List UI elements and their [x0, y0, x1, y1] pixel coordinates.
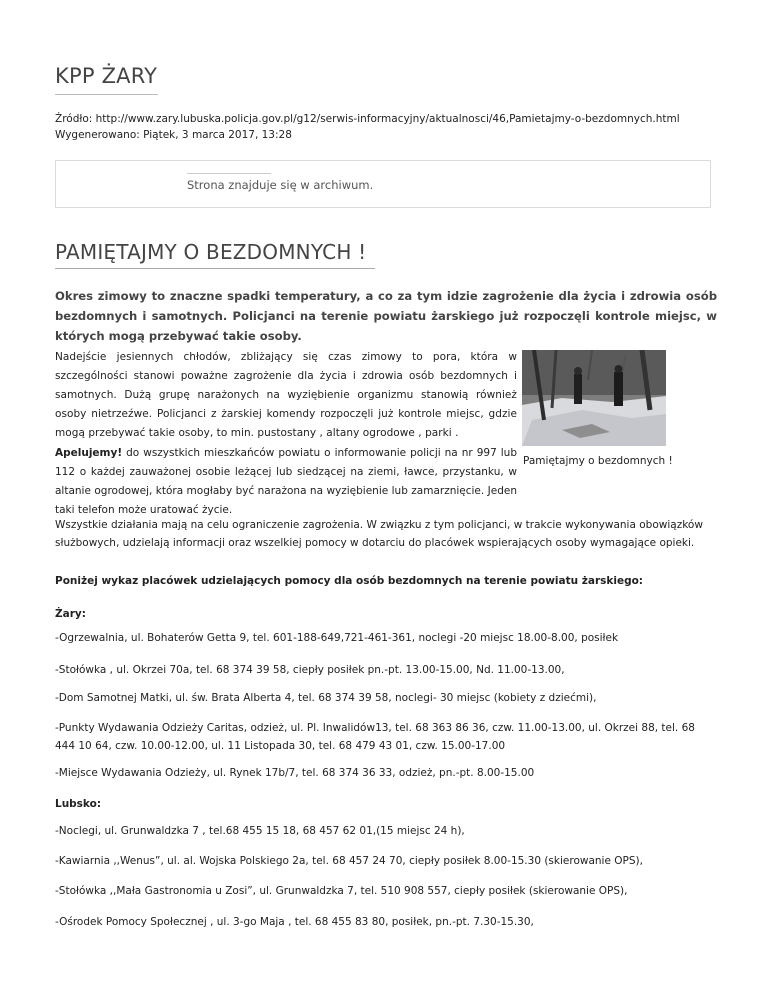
list-item: -Noclegi, ul. Grunwaldzka 7 , tel.68 455 15 18, 68 457 62 01,(15 miejsc 24 h), [55, 825, 465, 837]
article-paragraph-1: Nadejście jesiennych chłodów, zbliżający się czas zimowy to pora, która w szczególności stanowi poważne zagrożenie dla życia i zdrowia osób bezdomnych i samotnych. Dużą grupę narażonych na wyziębienie organizmu stanowią również osoby nietrzeźwe. Policjanci z żarskiej komendy rozpoczęli już kontrole miejsc, gdzie mogą przebywać takie osoby, to min. pustostany , altany ogrodowe , parki . [55, 351, 517, 439]
article-title: PAMIĘTAJMY O BEZDOMNYCH ! [55, 240, 367, 264]
archive-notice: Strona znajduje się w archiwum. [187, 178, 374, 192]
article-lead: Okres zimowy to znaczne spadki temperatury, a co za tym idzie zagrożenie dla życia i zdrowia osób bezdomnych i samotnych. Policjanci na terenie powiatu żarskiego już rozpoczęli kontrole miejsc, w których mogą przebywać takie osoby. [55, 289, 717, 343]
site-title: KPP ŻARY [55, 64, 158, 88]
article-paragraph-3: Wszystkie działania mają na celu ograniczenie zagrożenia. W związku z tym policjanci, w trakcie wykonywania obowiązków służbowych, udzielają informacji oraz wszelkiej pomocy w dotarciu do placówek wspierających osoby wymagające opieki. [55, 519, 703, 549]
list-item: -Ośrodek Pomocy Społecznej , ul. 3-go Maja , tel. 68 455 83 80, posiłek, pn.-pt. 7.30-15.30, [55, 916, 534, 928]
article-photo[interactable] [522, 350, 666, 446]
list-item: -Miejsce Wydawania Odzieży, ul. Rynek 17b/7, tel. 68 374 36 33, odzież, pn.-pt. 8.00-15.00 [55, 767, 535, 779]
section-heading-zary: Żary: [55, 608, 86, 620]
photo-caption: Pamiętajmy o bezdomnych ! [523, 455, 673, 467]
list-item: -Kawiarnia ,,Wenus”, ul. al. Wojska Polskiego 2a, tel. 68 457 24 70, ciepły posiłek 8.00-15.30 (skierowanie OPS), [55, 855, 643, 867]
section-heading-lubsko: Lubsko: [55, 798, 102, 810]
list-item: -Punkty Wydawania Odzieży Caritas, odzież, ul. Pl. Inwalidów13, tel. 68 363 86 36, czw. 11.00-13.00, ul. Okrzei 88, tel. 68 444 10 64, czw. 10.00-12.00, ul. 11 Listopada 30, tel. 68 479 43 01, czw. 15.00-17.00 [55, 722, 695, 752]
appeal-text: do wszystkich mieszkańców powiatu o informowanie policji na nr 997 lub 112 o każdej zauważonej osobie leżącej lub siedzącej na ziemi, ławce, przystanku, w altanie ogrodowej, która mogłaby być narażona na wyziębienie lub zamarznięcie. Jeden taki telefon może uratować życie. [55, 447, 517, 516]
document-meta [55, 111, 680, 143]
archive-notice-box [55, 160, 711, 208]
generated-line: Wygenerowano: Piątek, 3 marca 2017, 13:28 [55, 129, 292, 141]
article-paragraph-2 [55, 444, 517, 520]
appeal-label: Apelujemy! [55, 447, 123, 459]
photo-illustration [522, 350, 666, 446]
source-line: Źródło: http://www.zary.lubuska.policja.gov.pl/g12/serwis-informacyjny/aktualnosci/46,Pamietajmy-o-bezdomnych.html [55, 113, 680, 125]
list-item: -Stołówka , ul. Okrzei 70a, tel. 68 374 39 58, ciepły posiłek pn.-pt. 13.00-15.00, Nd. 11.00-13.00, [55, 664, 565, 676]
list-item: -Ogrzewalnia, ul. Bohaterów Getta 9, tel. 601-188-649,721-461-361, noclegi -20 miejsc 18.00-8.00, posiłek [55, 632, 619, 644]
list-item: -Dom Samotnej Matki, ul. św. Brata Alberta 4, tel. 68 374 39 58, noclegi- 30 miejsc (kobiety z dziećmi), [55, 692, 597, 704]
list-heading: Poniżej wykaz placówek udzielających pomocy dla osób bezdomnych na terenie powiatu żarskiego: [55, 575, 643, 587]
list-item: -Stołówka ,,Mała Gastronomia u Zosi”, ul. Grunwaldzka 7, tel. 510 908 557, ciepły posiłek (skierowanie OPS), [55, 885, 628, 897]
divider [187, 173, 271, 174]
